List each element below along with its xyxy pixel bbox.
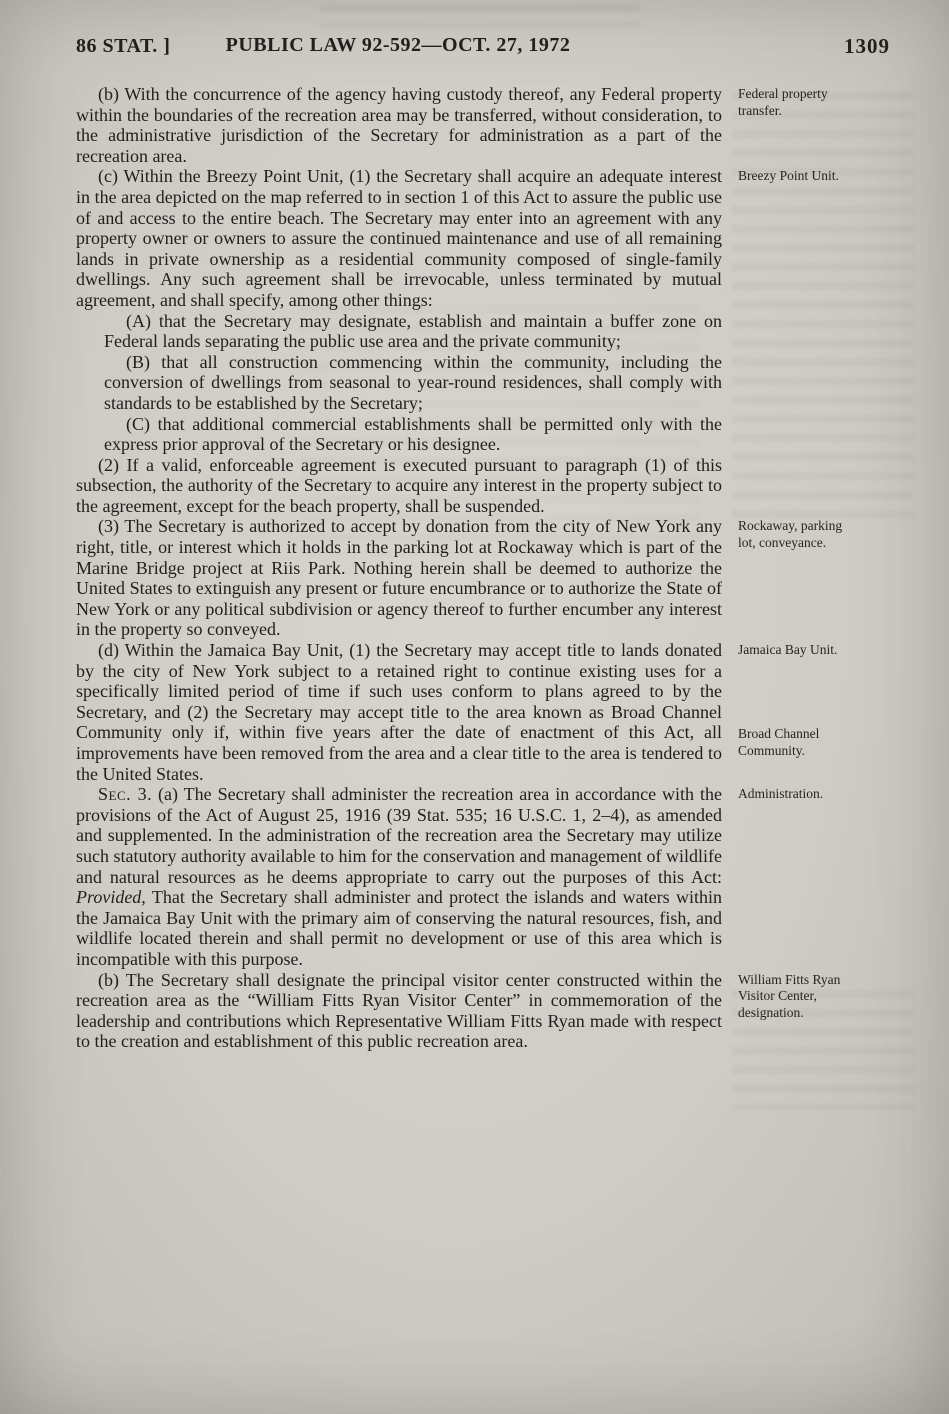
margin-note-william-fitts-ryan-visitor-center: William Fitts Ryan Visitor Center, designation. (738, 971, 841, 1020)
margin-note-federal-property-transfer: Federal property transfer. (738, 86, 828, 118)
paragraph-2 (76, 455, 722, 517)
margin-note-breezy-point-unit: Breezy Point Unit. (738, 168, 839, 184)
law-title: PUBLIC LAW 92-592—OCT. 27, 1972 (225, 34, 571, 56)
paragraph-d-text: (d) Within the Jamaica Bay Unit, (1) the Secretary may accept title to lands donated by the city of New York subject to a retained right to continue existing uses for a specifically limited period of time if such uses conform to plans agreed to by the Secretary, and (2) the Secretary may accept title to the area known as Broad Channel Community only if, within five years after the date of enactment of this Act, all improvements have been removed from the area and a clear title to the area is tendered to the United States. (76, 640, 722, 784)
paragraph-sec3-proviso: Provided, (76, 887, 146, 908)
subparagraph-C (76, 414, 722, 455)
bleed-through-text (320, 4, 640, 28)
paragraph-2-text: (2) If a valid, enforceable agreement is executed pursuant to paragraph (1) of this subsection, the authority of the Secretary to acquire any interest in the property subject to the agreement, except for the beach property, shall be suspended. (76, 454, 722, 516)
paragraph-sec3 (76, 784, 824, 969)
paragraph-sec3-text-post: That the Secretary shall administer and protect the islands and waters within the Jamaica Bay Unit with the primary aim of conserving the natural resources, fish, and wildlife located therein and shall permit no development or use of this area which is incompatible with this purpose. (76, 887, 722, 969)
paragraph-b-text: (b) With the concurrence of the agency having custody thereof, any Federal property within the boundaries of the recreation area may be transferred, without consideration, to the administrative jurisdiction of the Secretary for administration as a part of the recreation area. (76, 84, 722, 166)
paragraph-3-text: (3) The Secretary is authorized to accept by donation from the city of New York any right, title, or interest which it holds in the parking lot at Rockaway which is part of the Marine Bridge project at Riis Park. Nothing herein shall be deemed to authorize the United States to extinguish any present or future encumbrance or to authorize the State of New York or any political subdivision or agency thereof to further encumber any interest in the property so conveyed. (76, 516, 722, 640)
paragraph-c-text: (c) Within the Breezy Point Unit, (1) the Secretary shall acquire an adequate interest in the area depicted on the map referred to in section 1 of this Act to assure the public use of and access to the entire beach. The Secretary may enter into an agreement with any property owner or owners to assure the continued maintenance and use of all remaining lands in private ownership as a residential community composed of single-family dwellings. Any such agreement shall be irrevocable, unless terminated by mutual agreement, and shall specify, among other things: (76, 166, 722, 310)
subparagraph-B (76, 352, 722, 414)
page-header (76, 34, 890, 64)
body-text (76, 84, 843, 1052)
paragraph-3 (76, 516, 843, 640)
subparagraph-A-text: (A) that the Secretary may designate, establish and maintain a buffer zone on Federal lands separating the public use area and the private community; (104, 310, 722, 352)
paragraph-b2-text: (b) The Secretary shall designate the principal visitor center constructed within the recreation area as the “William Fitts Ryan Visitor Center” in commemoration of the leadership and contributions which Representative William Fitts Ryan made with respect to the creation and establishment of this public recreation area. (76, 969, 722, 1052)
margin-note-broad-channel-community: Broad Channel Community. (738, 726, 820, 758)
bleed-through-text (732, 92, 914, 522)
paragraph-b2 (76, 969, 841, 1052)
subparagraph-B-text: (B) that all construction commencing within the community, including the conversion of dwellings from seasonal to year-round residences, shall comply with standards to be established by the Secretary; (104, 351, 722, 413)
subparagraph-C-text: (C) that additional commercial establishments shall be permitted only with the express prior approval of the Secretary or his designee. (104, 413, 722, 455)
paragraph-sec3-text-pre: (a) The Secretary shall administer the recreation area in accordance with the provisions of the Act of August 25, 1916 (39 Stat. 535; 16 U.S.C. 1, 2–4), as amended and supplemented. In the administration of the recreation area the Secretary may utilize such statutory authority available to him for the conservation and management of wildlife and natural resources as he deems appropriate to carry out the purposes of this Act: (76, 784, 722, 887)
margin-note-rockaway-parking-lot: Rockaway, parking lot, conveyance. (738, 518, 843, 550)
subparagraph-A (76, 311, 722, 352)
margin-note-jamaica-bay-unit: Jamaica Bay Unit. (738, 642, 838, 658)
paragraph-c (76, 166, 839, 310)
margin-note-administration: Administration. (738, 786, 824, 802)
page-number: 1309 (844, 34, 890, 58)
paragraph-b (76, 84, 828, 166)
paragraph-d (76, 640, 838, 784)
stat-citation: 86 STAT. ] (76, 35, 171, 57)
section-3-label: Sec. 3. (98, 784, 153, 805)
